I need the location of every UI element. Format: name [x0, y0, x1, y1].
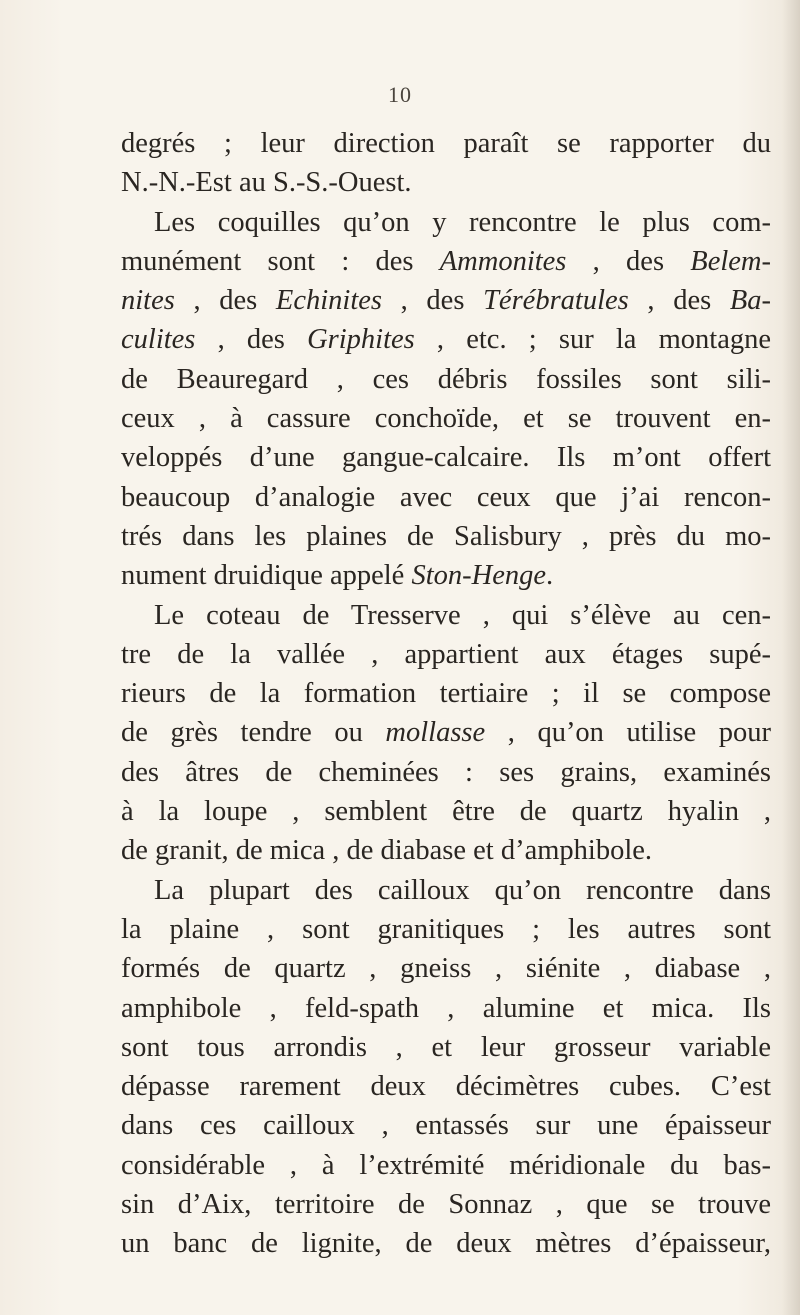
text-line — [121, 910, 771, 949]
text-run: , des — [566, 245, 691, 277]
text-run: de Beauregard , ces débris fossiles sont sili- — [121, 363, 771, 395]
text-run: tre de la vallée , appartient aux étages supé- — [121, 638, 771, 670]
text-run: Le coteau de Tresserve , qui s’élève au cen- — [154, 599, 771, 631]
text-run: dans ces cailloux , entassés sur une épaisseur — [121, 1110, 771, 1142]
text-run: sin d’Aix, territoire de Sonnaz , que se trouve — [121, 1189, 771, 1221]
italic-term: Griphites — [307, 324, 415, 356]
text-line — [121, 635, 771, 674]
text-line — [121, 320, 771, 359]
text-run: beaucoup d’analogie avec ceux que j’ai rencon- — [121, 481, 771, 513]
text-run: , etc. ; sur la montagne — [414, 324, 772, 356]
body-text — [121, 124, 771, 1264]
text-line — [121, 753, 771, 792]
text-line — [121, 1185, 771, 1224]
italic-term: nites — [121, 285, 175, 317]
text-run: degrés ; leur direction paraît se rapporter du — [121, 128, 771, 159]
text-line — [121, 713, 771, 752]
text-line — [121, 1146, 771, 1185]
text-line — [121, 478, 771, 517]
text-line — [121, 831, 771, 870]
text-line — [121, 360, 771, 399]
text-run: la plaine , sont granitiques ; les autres sont — [121, 913, 771, 945]
text-run: La plupart des cailloux qu’on rencontre dans — [154, 874, 771, 906]
text-line — [121, 1224, 771, 1263]
text-run: , qu’on utilise pour — [485, 717, 771, 749]
text-line — [121, 438, 771, 477]
italic-term: culites — [121, 324, 196, 356]
text-line — [121, 1028, 771, 1067]
text-run: N.-N.-Est au S.-S.-Ouest. — [121, 167, 412, 199]
text-run: à la loupe , semblent être de quartz hyalin , — [121, 796, 771, 828]
text-line — [121, 124, 771, 163]
text-line — [121, 596, 771, 635]
text-run: rieurs de la formation tertiaire ; il se compose — [121, 678, 771, 710]
text-run: . — [546, 560, 554, 592]
text-line — [121, 203, 771, 242]
text-run: , des — [174, 285, 276, 317]
italic-term: Echinites — [275, 285, 382, 317]
text-run: considérable , à l’extrémité méridionale du bas- — [121, 1149, 771, 1181]
italic-term: Térébratules — [483, 285, 629, 317]
text-line — [121, 949, 771, 988]
text-run: , des — [628, 285, 730, 317]
italic-term: Ammonites — [439, 245, 567, 277]
text-line — [121, 1067, 771, 1106]
text-run: munément sont : des — [121, 245, 440, 277]
text-run: nument druidique appelé — [121, 560, 412, 592]
italic-term: mollasse — [385, 717, 486, 749]
text-line — [121, 242, 771, 281]
text-line — [121, 989, 771, 1028]
text-run: ceux , à cassure conchoïde, et se trouvent en- — [121, 403, 771, 435]
text-line — [121, 871, 771, 910]
text-run: dépasse rarement deux décimètres cubes. C’est — [121, 1071, 771, 1103]
italic-term: Ston-Henge — [411, 560, 547, 592]
text-run: de granit, de mica , de diabase et d’amphibole. — [121, 835, 653, 867]
text-run: , des — [381, 285, 484, 317]
text-line — [121, 674, 771, 713]
text-run: un banc de lignite, de deux mètres d’épaisseur, — [121, 1228, 771, 1260]
text-run: formés de quartz , gneiss , siénite , diabase , — [121, 953, 771, 985]
page-edge-shadow — [782, 0, 800, 1315]
text-run: des âtres de cheminées : ses grains, examinés — [121, 756, 771, 788]
text-run: amphibole , feld-spath , alumine et mica. Ils — [121, 992, 771, 1024]
text-line — [121, 1106, 771, 1145]
text-line — [121, 399, 771, 438]
page-number: 10 — [388, 82, 412, 107]
text-line — [121, 517, 771, 556]
text-run: de grès tendre ou — [121, 717, 386, 749]
text-run: trés dans les plaines de Salisbury , près du mo- — [121, 520, 771, 552]
text-run: sont tous arrondis , et leur grosseur variable — [121, 1031, 771, 1063]
text-run: Les coquilles qu’on y rencontre le plus com- — [154, 206, 771, 238]
text-run: veloppés d’une gangue-calcaire. Ils m’ont offert — [121, 442, 771, 474]
text-line — [121, 281, 771, 320]
italic-term: Ba- — [729, 285, 771, 317]
text-run: , des — [195, 324, 308, 356]
text-line — [121, 163, 771, 202]
text-line — [121, 556, 771, 595]
italic-term: Belem- — [690, 245, 771, 277]
text-line — [121, 792, 771, 831]
